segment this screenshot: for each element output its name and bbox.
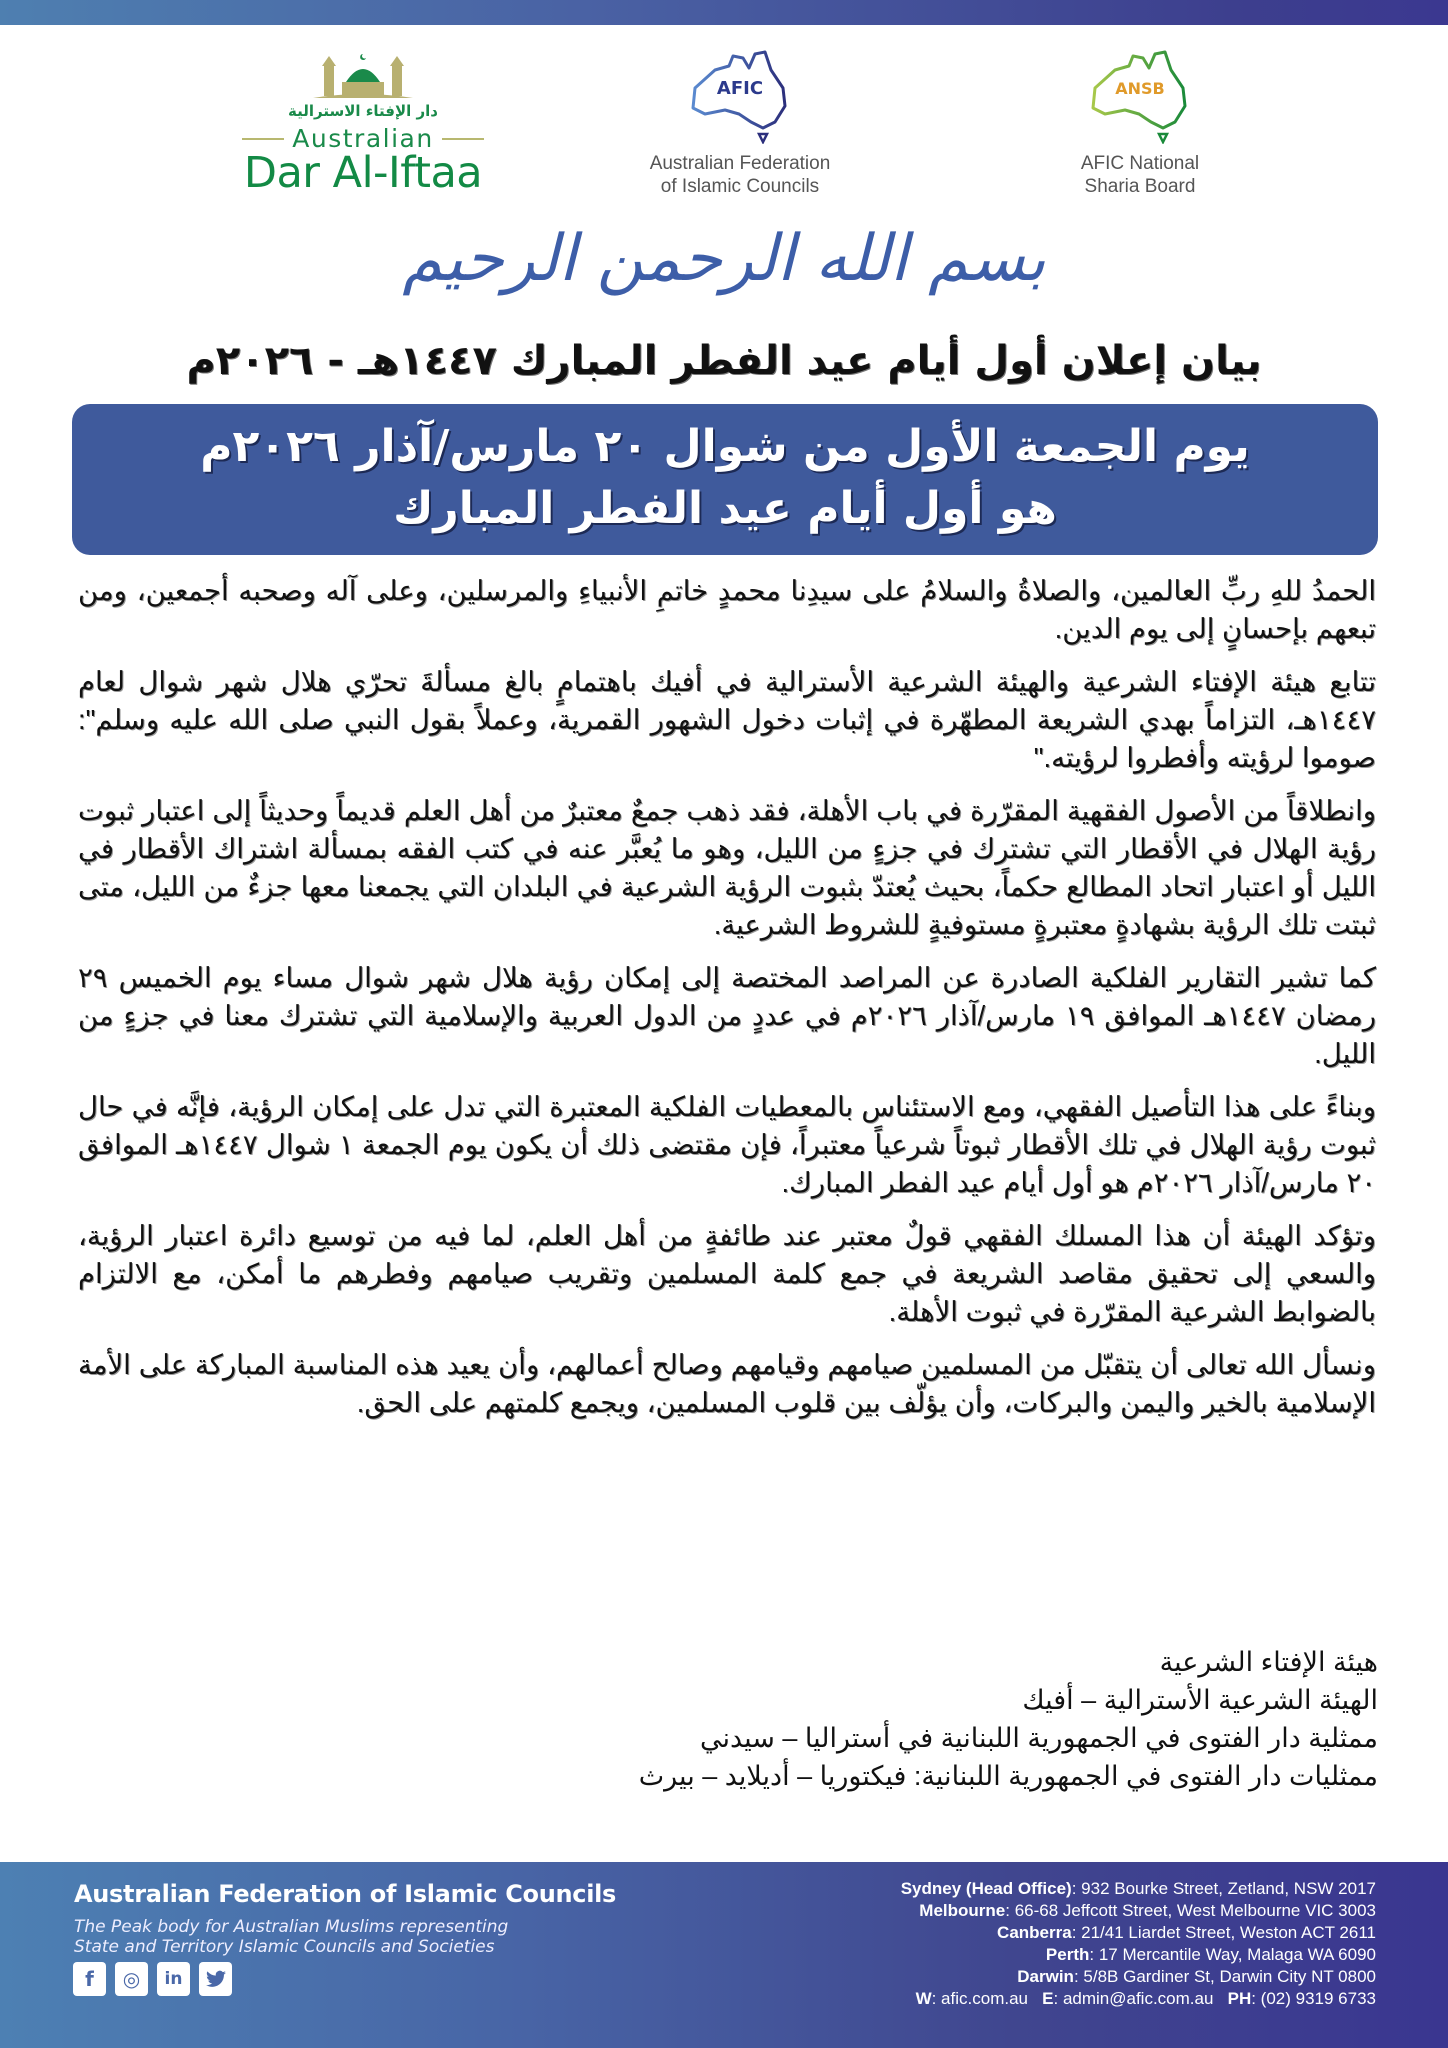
australia-map-icon <box>685 48 795 144</box>
office-canberra: Canberra: 21/41 Liardet Street, Weston ACT 2611 <box>997 1923 1376 1942</box>
dar-arabic-name: دار الإفتاء الاسترالية <box>288 102 438 120</box>
afic-logo <box>630 48 850 198</box>
banner-line2: هو أول أيام عيد الفطر المبارك <box>393 483 1057 534</box>
paragraph: الحمدُ للهِ ربِّ العالمين، والصلاةُ والسلامُ على سيدِنا محمدٍ خاتمِ الأنبياءِ والمرسلين، وعلى آله وصحبه أجمعين، ومن تبعهم بإحسانٍ إلى يوم الدين. <box>78 575 1376 644</box>
svg-text:AFIC: AFIC <box>716 78 764 99</box>
website-link[interactable]: : afic.com.au <box>931 1989 1028 2008</box>
paragraph: وبناءً على هذا التأصيل الفقهي، ومع الاستئناس بالمعطيات الفلكية المعتبرة التي تدل على إمكان الرؤية، فإنَّه في حال ثبوت رؤية الهلال في تلك الأقطار ثبوتاً شرعياً معتبراً، فإن مقتضى ذلك أن يكون يوم الجمعة ١ شوال ١٤٤٧هـ الموافق ٢٠ مارس/آذار ٢٠٢٦م هو أول أيام عيد الفطر المبارك. <box>78 1091 1376 1198</box>
paragraph: ونسأل الله تعالى أن يتقبّل من المسلمين صيامهم وقيامهم وصالح أعمالهم، وأن يعيد هذه المناسبة المباركة على الأمة الإسلامية بالخير واليمن والبركات، وأن يؤلّف بين قلوب المسلمين، ويجمع كلمتهم على الحق. <box>78 1349 1376 1418</box>
afic-caption-line1: Australian Federation <box>649 153 831 174</box>
signatory: ممثلية دار الفتوى في الجمهورية اللبنانية في أستراليا – سيدني <box>699 1723 1378 1753</box>
bismillah-calligraphy: بسم الله الرحمن الرحيم <box>402 222 1046 296</box>
page-title: بيان إعلان أول أيام عيد الفطر المبارك ١٤٤٧هـ - ٢٠٢٦م <box>186 338 1262 384</box>
office-addresses <box>901 1878 1376 2010</box>
ansb-caption-line1: AFIC National <box>1080 153 1200 174</box>
office-melbourne: Melbourne: 66-68 Jeffcott Street, West Melbourne VIC 3003 <box>919 1901 1376 1920</box>
footer-tagline <box>74 1917 508 1957</box>
twitter-bird-icon <box>206 1970 226 1988</box>
instagram-icon[interactable]: ◎ <box>115 1962 148 1996</box>
office-perth: Perth: 17 Mercantile Way, Malaga WA 6090 <box>1045 1945 1376 1964</box>
top-gradient-bar <box>0 0 1448 25</box>
ansb-caption-line2: Sharia Board <box>1084 176 1196 197</box>
linkedin-icon[interactable]: in <box>157 1962 190 1996</box>
afic-caption-line2: of Islamic Councils <box>660 176 820 197</box>
paragraph: تتابع هيئة الإفتاء الشرعية والهيئة الشرعية الأسترالية في أفيك باهتمامٍ بالغ مسألةَ تحرّي هلال شهر شوال لعام ١٤٤٧هـ، التزاماً بهدي الشريعة المطهّرة في إثبات دخول الشهور القمرية، وعملاً بقول النبي صلى الله عليه وسلم": صوموا لرؤيته وأفطروا لرؤيته." <box>78 666 1376 773</box>
footer-org-name: Australian Federation of Islamic Councils <box>74 1880 617 1908</box>
phone-number: : (02) 9319 6733 <box>1251 1989 1376 2008</box>
twitter-icon[interactable] <box>199 1962 232 1996</box>
email-link[interactable]: : admin@afic.com.au <box>1053 1989 1214 2008</box>
office-sydney: Sydney (Head Office): 932 Bourke Street, Zetland, NSW 2017 <box>900 1879 1376 1898</box>
dar-line1: Australian <box>292 124 434 153</box>
statement-body <box>78 572 1376 1437</box>
australia-map-icon <box>1085 48 1195 144</box>
divider <box>242 138 284 140</box>
dar-al-iftaa-logo <box>238 52 488 198</box>
mosque-icon <box>308 52 418 100</box>
signatories <box>639 1643 1378 1795</box>
tagline-line2: State and Territory Islamic Councils and Societies <box>74 1937 495 1957</box>
ansb-logo <box>1060 48 1220 198</box>
signatory: الهيئة الشرعية الأسترالية – أفيك <box>1022 1685 1378 1715</box>
divider <box>442 138 484 140</box>
paragraph: كما تشير التقارير الفلكية الصادرة عن المراصد المختصة إلى إمكان رؤية هلال شهر شوال مساء يوم الخميس ٢٩ رمضان ١٤٤٧هـ الموافق ١٩ مارس/آذار ٢٠٢٦م في عددٍ من الدول العربية والإسلامية التي تشترك معنا في جزءٍ من الليل. <box>78 962 1377 1069</box>
office-darwin: Darwin: 5/8B Gardiner St, Darwin City NT 0800 <box>1017 1967 1376 1986</box>
signatory: ممثليات دار الفتوى في الجمهورية اللبنانية: فيكتوريا – أديلايد – بيرث <box>638 1761 1378 1791</box>
signatory: هيئة الإفتاء الشرعية <box>1159 1647 1378 1677</box>
banner-line1: يوم الجمعة الأول من شوال ٢٠ مارس/آذار ٢٠٢٦م <box>200 421 1250 472</box>
paragraph: وانطلاقاً من الأصول الفقهية المقرّرة في باب الأهلة، فقد ذهب جمعٌ معتبرٌ من أهل العلم قديماً وحديثاً إلى اعتبار ثبوت رؤية الهلال في الأقطار التي تشترك في جزءٍ من الليل، وهو ما يُعبَّر عنه في كتب الفقه بمسألة اشتراك الأقطار في الليل أو اعتبار اتحاد المطالع حكماً، بحيث يُعتدّ بثبوت الرؤية الشرعية في البلدان التي يجمعنا معها جزءٌ من الليل، متى ثبتت تلك الرؤية بشهادةٍ معتبرةٍ مستوفيةٍ للشروط الشرعية. <box>78 795 1376 940</box>
tagline-line1: The Peak body for Australian Muslims representing <box>74 1917 509 1937</box>
paragraph: وتؤكد الهيئة أن هذا المسلك الفقهي قولٌ معتبر عند طائفةٍ من أهل العلم، لما فيه من توسيع دائرة اعتبار الرؤية، والسعي إلى تحقيق مقاصد الشريعة في جمع كلمة المسلمين وتقريب صيامهم وفطرهم ما أمكن، مع الالتزام بالضوابط الشرعية المقرّرة في ثبوت الأهلة. <box>78 1220 1376 1327</box>
facebook-icon[interactable]: f <box>73 1962 106 1996</box>
svg-text:ANSB: ANSB <box>1115 79 1165 98</box>
social-links <box>73 1962 232 1996</box>
contact-row: W: afic.com.au E: admin@afic.com.au PH: (02) 9319 6733 <box>915 1989 1376 2008</box>
dar-line2: Dar Al-Iftaa <box>243 148 483 198</box>
announcement-banner <box>72 404 1378 555</box>
logo-row <box>0 48 1448 208</box>
footer <box>0 1862 1448 2048</box>
